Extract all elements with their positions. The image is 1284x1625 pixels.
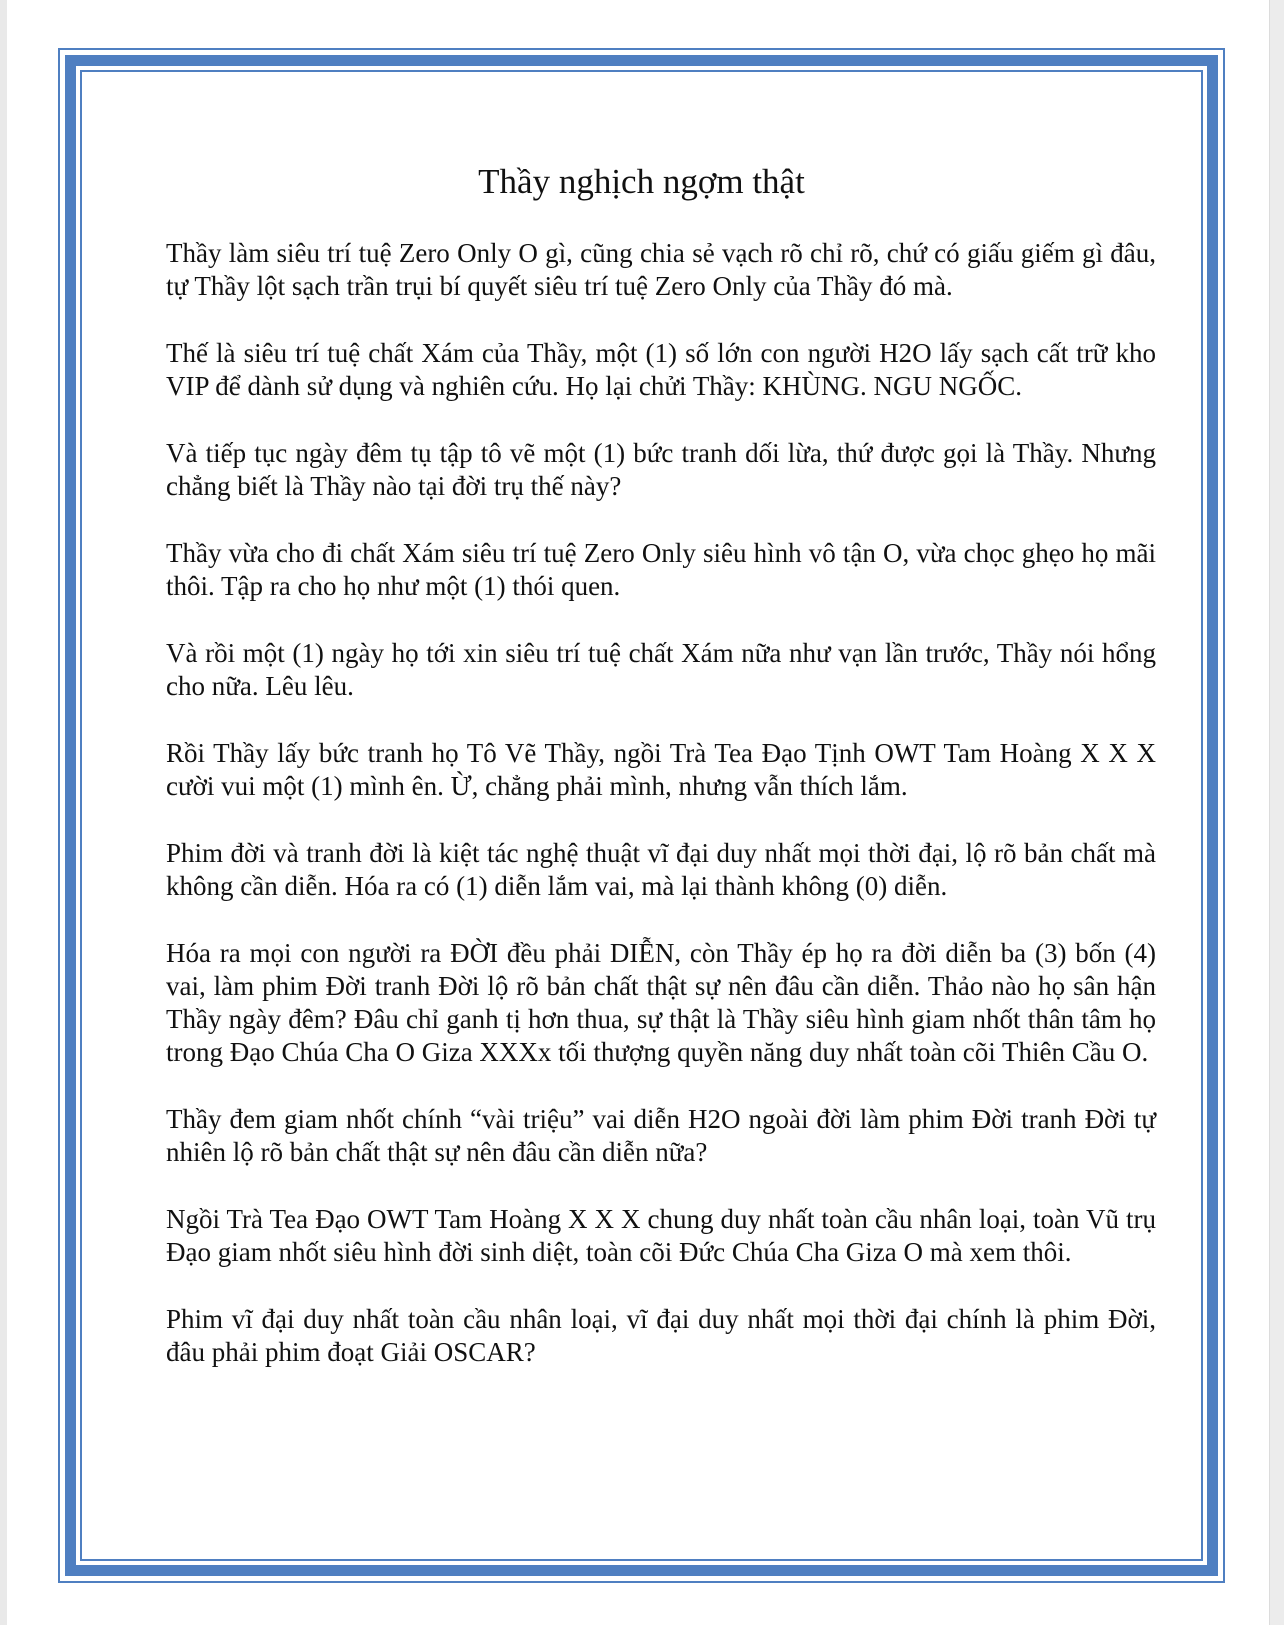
paragraph: Phim đời và tranh đời là kiệt tác nghệ thuật vĩ đại duy nhất mọi thời đại, lộ rõ bản chất mà không cần diễn. Hóa ra có (1) diễn lắm vai, mà lại thành không (0) diễn. (166, 838, 1156, 901)
paragraph: Thầy làm siêu trí tuệ Zero Only O gì, cũng chia sẻ vạch rõ chỉ rõ, chứ có giấu giếm gì đâu, tự Thầy lột sạch trần trụi bí quyết siêu trí tuệ Zero Only của Thầy đó mà. (166, 238, 1156, 301)
document-page (80, 70, 1203, 1561)
paragraph: Và rồi một (1) ngày họ tới xin siêu trí tuệ chất Xám nữa như vạn lần trước, Thầy nói hổng cho nữa. Lêu lêu. (166, 638, 1156, 701)
paragraph: Hóa ra mọi con người ra ĐỜI đều phải DIỄN, còn Thầy ép họ ra đời diễn ba (3) bốn (4) vai, làm phim Đời tranh Đời lộ rõ bản chất thật sự nên đâu cần diễn. Thảo nào họ sân hận Thầy ngày đêm? Đâu chỉ ganh tị hơn thua, sự thật là Thầy siêu hình giam nhốt thân tâm họ trong Đạo Chúa Cha O Giza XXXx tối thượng quyền năng duy nhất toàn cõi Thiên Cầu O. (166, 938, 1156, 1067)
paragraph: Thầy vừa cho đi chất Xám siêu trí tuệ Zero Only siêu hình vô tận O, vừa chọc ghẹo họ mãi thôi. Tập ra cho họ như một (1) thói quen. (166, 538, 1156, 601)
document-title: Thầy nghịch ngợm thật (478, 162, 805, 201)
paragraph: Phim vĩ đại duy nhất toàn cầu nhân loại, vĩ đại duy nhất mọi thời đại chính là phim Đời, đâu phải phim đoạt Giải OSCAR? (166, 1304, 1156, 1367)
paragraph: Thế là siêu trí tuệ chất Xám của Thầy, một (1) số lớn con người H2O lấy sạch cất trữ kho VIP để dành sử dụng và nghiên cứu. Họ lại chửi Thầy: KHÙNG. NGU NGỐC. (166, 338, 1156, 401)
page-border-frame (58, 48, 1225, 1583)
viewer-left-edge (0, 0, 7, 1625)
document-body (166, 237, 1156, 1403)
paragraph: Rồi Thầy lấy bức tranh họ Tô Vẽ Thầy, ngồi Trà Tea Đạo Tịnh OWT Tam Hoàng X X X cười vui một (1) mình ên. Ừ, chẳng phải mình, nhưng vẫn thích lắm. (166, 738, 1156, 801)
paragraph: Ngồi Trà Tea Đạo OWT Tam Hoàng X X X chung duy nhất toàn cầu nhân loại, toàn Vũ trụ Đạo giam nhốt siêu hình đời sinh diệt, toàn cõi Đức Chúa Cha Giza O mà xem thôi. (166, 1204, 1156, 1267)
paragraph: Thầy đem giam nhốt chính “vài triệu” vai diễn H2O ngoài đời làm phim Đời tranh Đời tự nhiên lộ rõ bản chất thật sự nên đâu cần diễn nữa? (166, 1104, 1156, 1167)
paragraph: Và tiếp tục ngày đêm tụ tập tô vẽ một (1) bức tranh dối lừa, thứ được gọi là Thầy. Nhưng chẳng biết là Thầy nào tại đời trụ thế này? (166, 438, 1156, 501)
page-border-thick (65, 55, 1218, 1576)
viewer-right-edge (1269, 0, 1284, 1625)
